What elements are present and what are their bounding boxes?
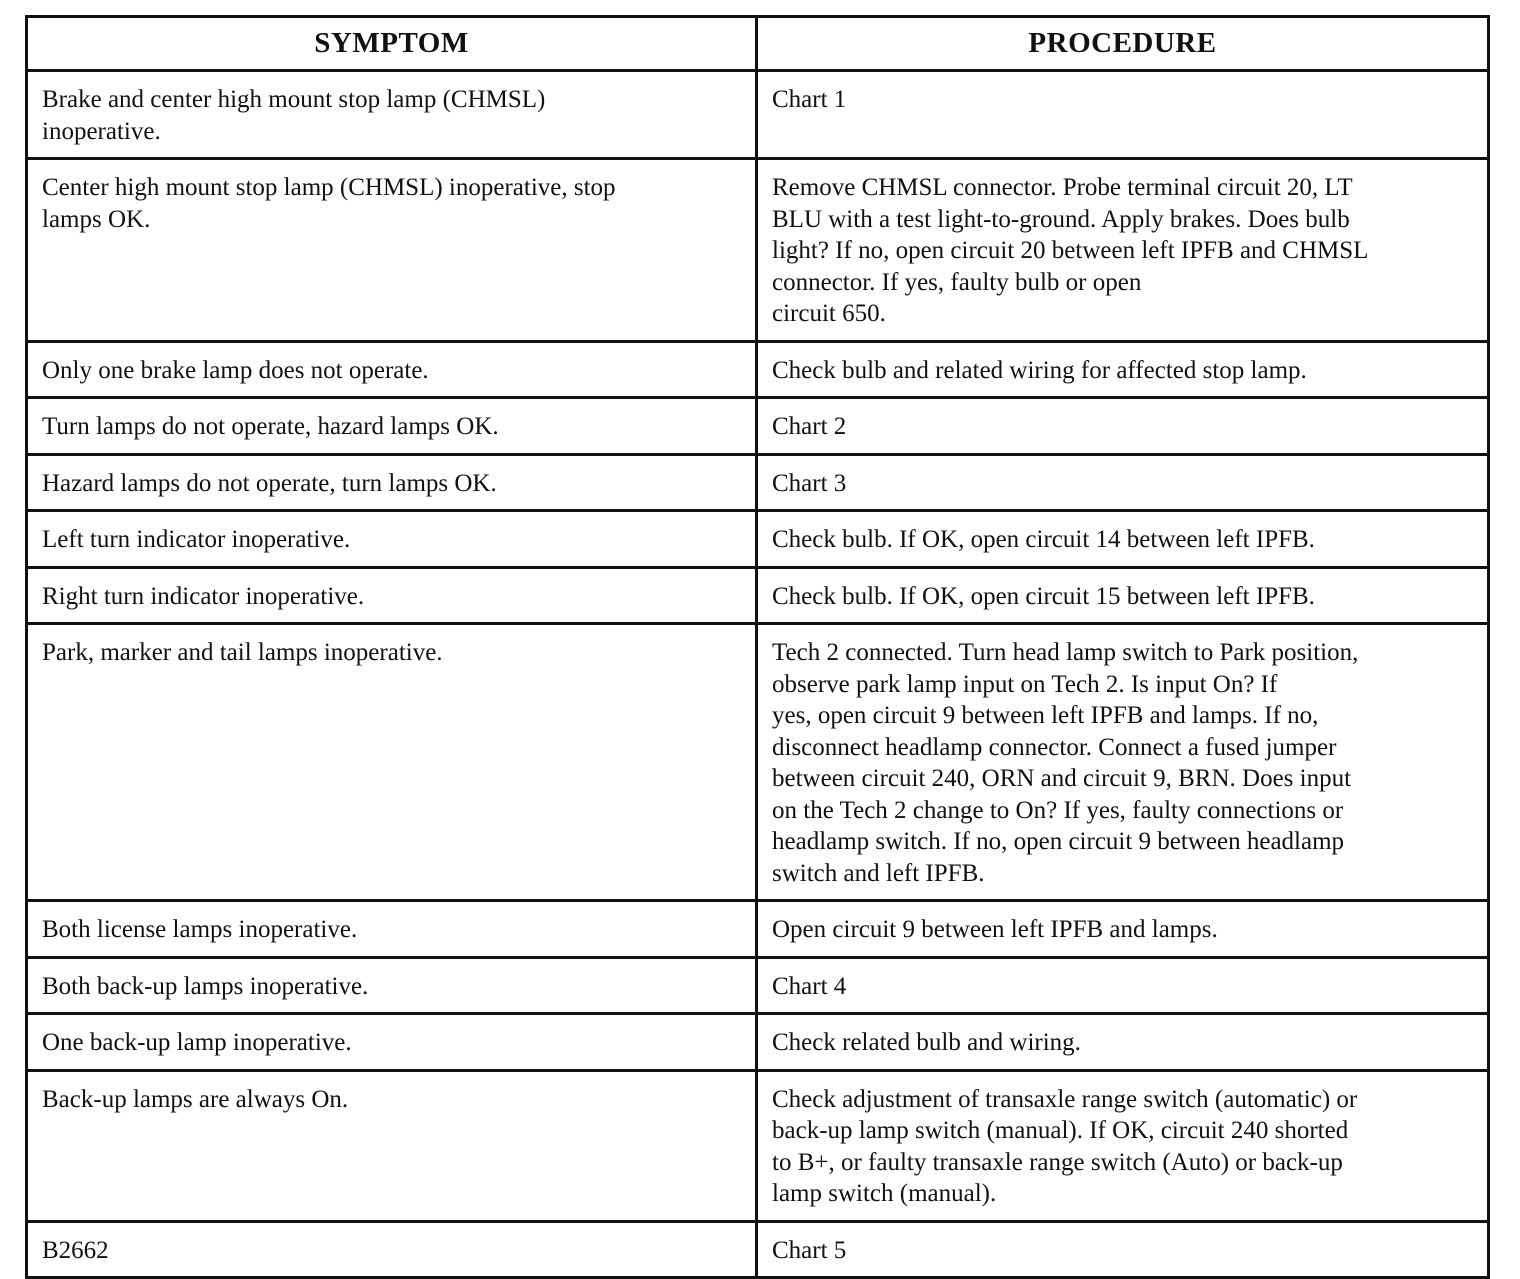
table-row (27, 341, 1489, 398)
procedure-cell (757, 1221, 1489, 1278)
procedure-text-line: disconnect headlamp connector. Connect a fused jumper (772, 733, 1337, 761)
symptom-procedure-table (25, 15, 1490, 1279)
procedure-text-line: on the Tech 2 change to On? If yes, faulty connections or (772, 796, 1344, 824)
symptom-cell (27, 567, 757, 624)
symptom-cell (27, 71, 757, 159)
procedure-cell (757, 511, 1489, 568)
procedure-text-line: headlamp switch. If no, open circuit 9 between headlamp (772, 828, 1345, 855)
symptom-text-line: Center high mount stop lamp (CHMSL) inoperative, stop (42, 174, 616, 201)
table-row (27, 159, 1489, 342)
procedure-text-line: Check bulb. If OK, open circuit 14 between left IPFB. (772, 526, 1315, 553)
procedure-text-line: Check adjustment of transaxle range switch (automatic) or (772, 1085, 1358, 1113)
table-row (27, 957, 1489, 1014)
symptom-cell (27, 901, 757, 958)
procedure-text-line: observe park lamp input on Tech 2. Is input On? If (772, 670, 1278, 698)
table-row (27, 454, 1489, 511)
symptom-text-line: Both back-up lamps inoperative. (42, 972, 369, 1000)
procedure-text-line: Check related bulb and wiring. (772, 1029, 1081, 1056)
procedure-text-line: light? If no, open circuit 20 between left IPFB and CHMSL (772, 237, 1369, 264)
symptom-text-line: Back-up lamps are always On. (42, 1085, 349, 1113)
procedure-text-line: Chart 3 (772, 469, 847, 497)
procedure-text-line: Remove CHMSL connector. Probe terminal circuit 20, LT (772, 174, 1353, 201)
procedure-cell (757, 1070, 1489, 1221)
symptom-text-line: lamps OK. (42, 205, 151, 233)
symptom-text-line: Both license lamps inoperative. (42, 916, 358, 943)
symptom-cell (27, 624, 757, 901)
procedure-cell (757, 159, 1489, 342)
procedure-text-line: yes, open circuit 9 between left IPFB and lamps. If no, (772, 702, 1319, 729)
procedure-text-line: circuit 650. (772, 300, 886, 327)
table-row (27, 1014, 1489, 1071)
diagnosis-table-container (25, 15, 1487, 1279)
symptom-text-line: One back-up lamp inoperative. (42, 1029, 352, 1056)
symptom-cell (27, 511, 757, 568)
table-row (27, 511, 1489, 568)
table-body (27, 71, 1489, 1278)
procedure-cell (757, 454, 1489, 511)
procedure-cell (757, 567, 1489, 624)
procedure-cell (757, 624, 1489, 901)
table-row (27, 398, 1489, 455)
symptom-text-line: Right turn indicator inoperative. (42, 582, 365, 610)
procedure-cell (757, 398, 1489, 455)
symptom-text-line: inoperative. (42, 117, 161, 145)
symptom-text-line: B2662 (42, 1236, 109, 1264)
procedure-text-line: Open circuit 9 between left IPFB and lamps. (772, 916, 1218, 943)
procedure-text-line: Check bulb and related wiring for affected stop lamp. (772, 356, 1307, 384)
symptom-cell (27, 1070, 757, 1221)
symptom-cell (27, 398, 757, 455)
table-row (27, 901, 1489, 958)
procedure-text-line: Chart 5 (772, 1236, 847, 1264)
procedure-text-line: BLU with a test light-to-ground. Apply brakes. Does bulb (772, 205, 1350, 233)
symptom-cell (27, 1221, 757, 1278)
table-row (27, 567, 1489, 624)
procedure-text-line: Tech 2 connected. Turn head lamp switch to Park position, (772, 639, 1359, 666)
table-row (27, 624, 1489, 901)
symptom-column-header: SYMPTOM (27, 17, 757, 71)
procedure-column-header: PROCEDURE (757, 17, 1489, 71)
symptom-text-line: Brake and center high mount stop lamp (CHMSL) (42, 86, 546, 113)
procedure-text-line: Chart 1 (772, 86, 847, 113)
procedure-text-line: to B+, or faulty transaxle range switch (Auto) or back-up (772, 1148, 1343, 1176)
procedure-cell (757, 1014, 1489, 1071)
procedure-cell (757, 901, 1489, 958)
symptom-text-line: Turn lamps do not operate, hazard lamps OK. (42, 413, 499, 440)
procedure-text-line: Chart 4 (772, 972, 847, 1000)
header-row (27, 17, 1489, 71)
symptom-text-line: Only one brake lamp does not operate. (42, 356, 429, 384)
symptom-text-line: Left turn indicator inoperative. (42, 526, 351, 553)
symptom-cell (27, 957, 757, 1014)
symptom-text-line: Park, marker and tail lamps inoperative. (42, 639, 443, 666)
procedure-text-line: connector. If yes, faulty bulb or open (772, 268, 1142, 296)
procedure-text-line: Check bulb. If OK, open circuit 15 between left IPFB. (772, 582, 1315, 610)
symptom-cell (27, 1014, 757, 1071)
procedure-text-line: Chart 2 (772, 413, 847, 440)
symptom-cell (27, 159, 757, 342)
procedure-cell (757, 341, 1489, 398)
procedure-text-line: lamp switch (manual). (772, 1180, 997, 1207)
table-row (27, 1221, 1489, 1278)
procedure-cell (757, 957, 1489, 1014)
symptom-cell (27, 341, 757, 398)
procedure-text-line: between circuit 240, ORN and circuit 9, BRN. Does input (772, 765, 1352, 792)
symptom-cell (27, 454, 757, 511)
procedure-cell (757, 71, 1489, 159)
symptom-text-line: Hazard lamps do not operate, turn lamps OK. (42, 469, 497, 497)
procedure-text-line: switch and left IPFB. (772, 859, 985, 887)
table-row (27, 71, 1489, 159)
table-row (27, 1070, 1489, 1221)
procedure-text-line: back-up lamp switch (manual). If OK, circuit 240 shorted (772, 1117, 1349, 1144)
